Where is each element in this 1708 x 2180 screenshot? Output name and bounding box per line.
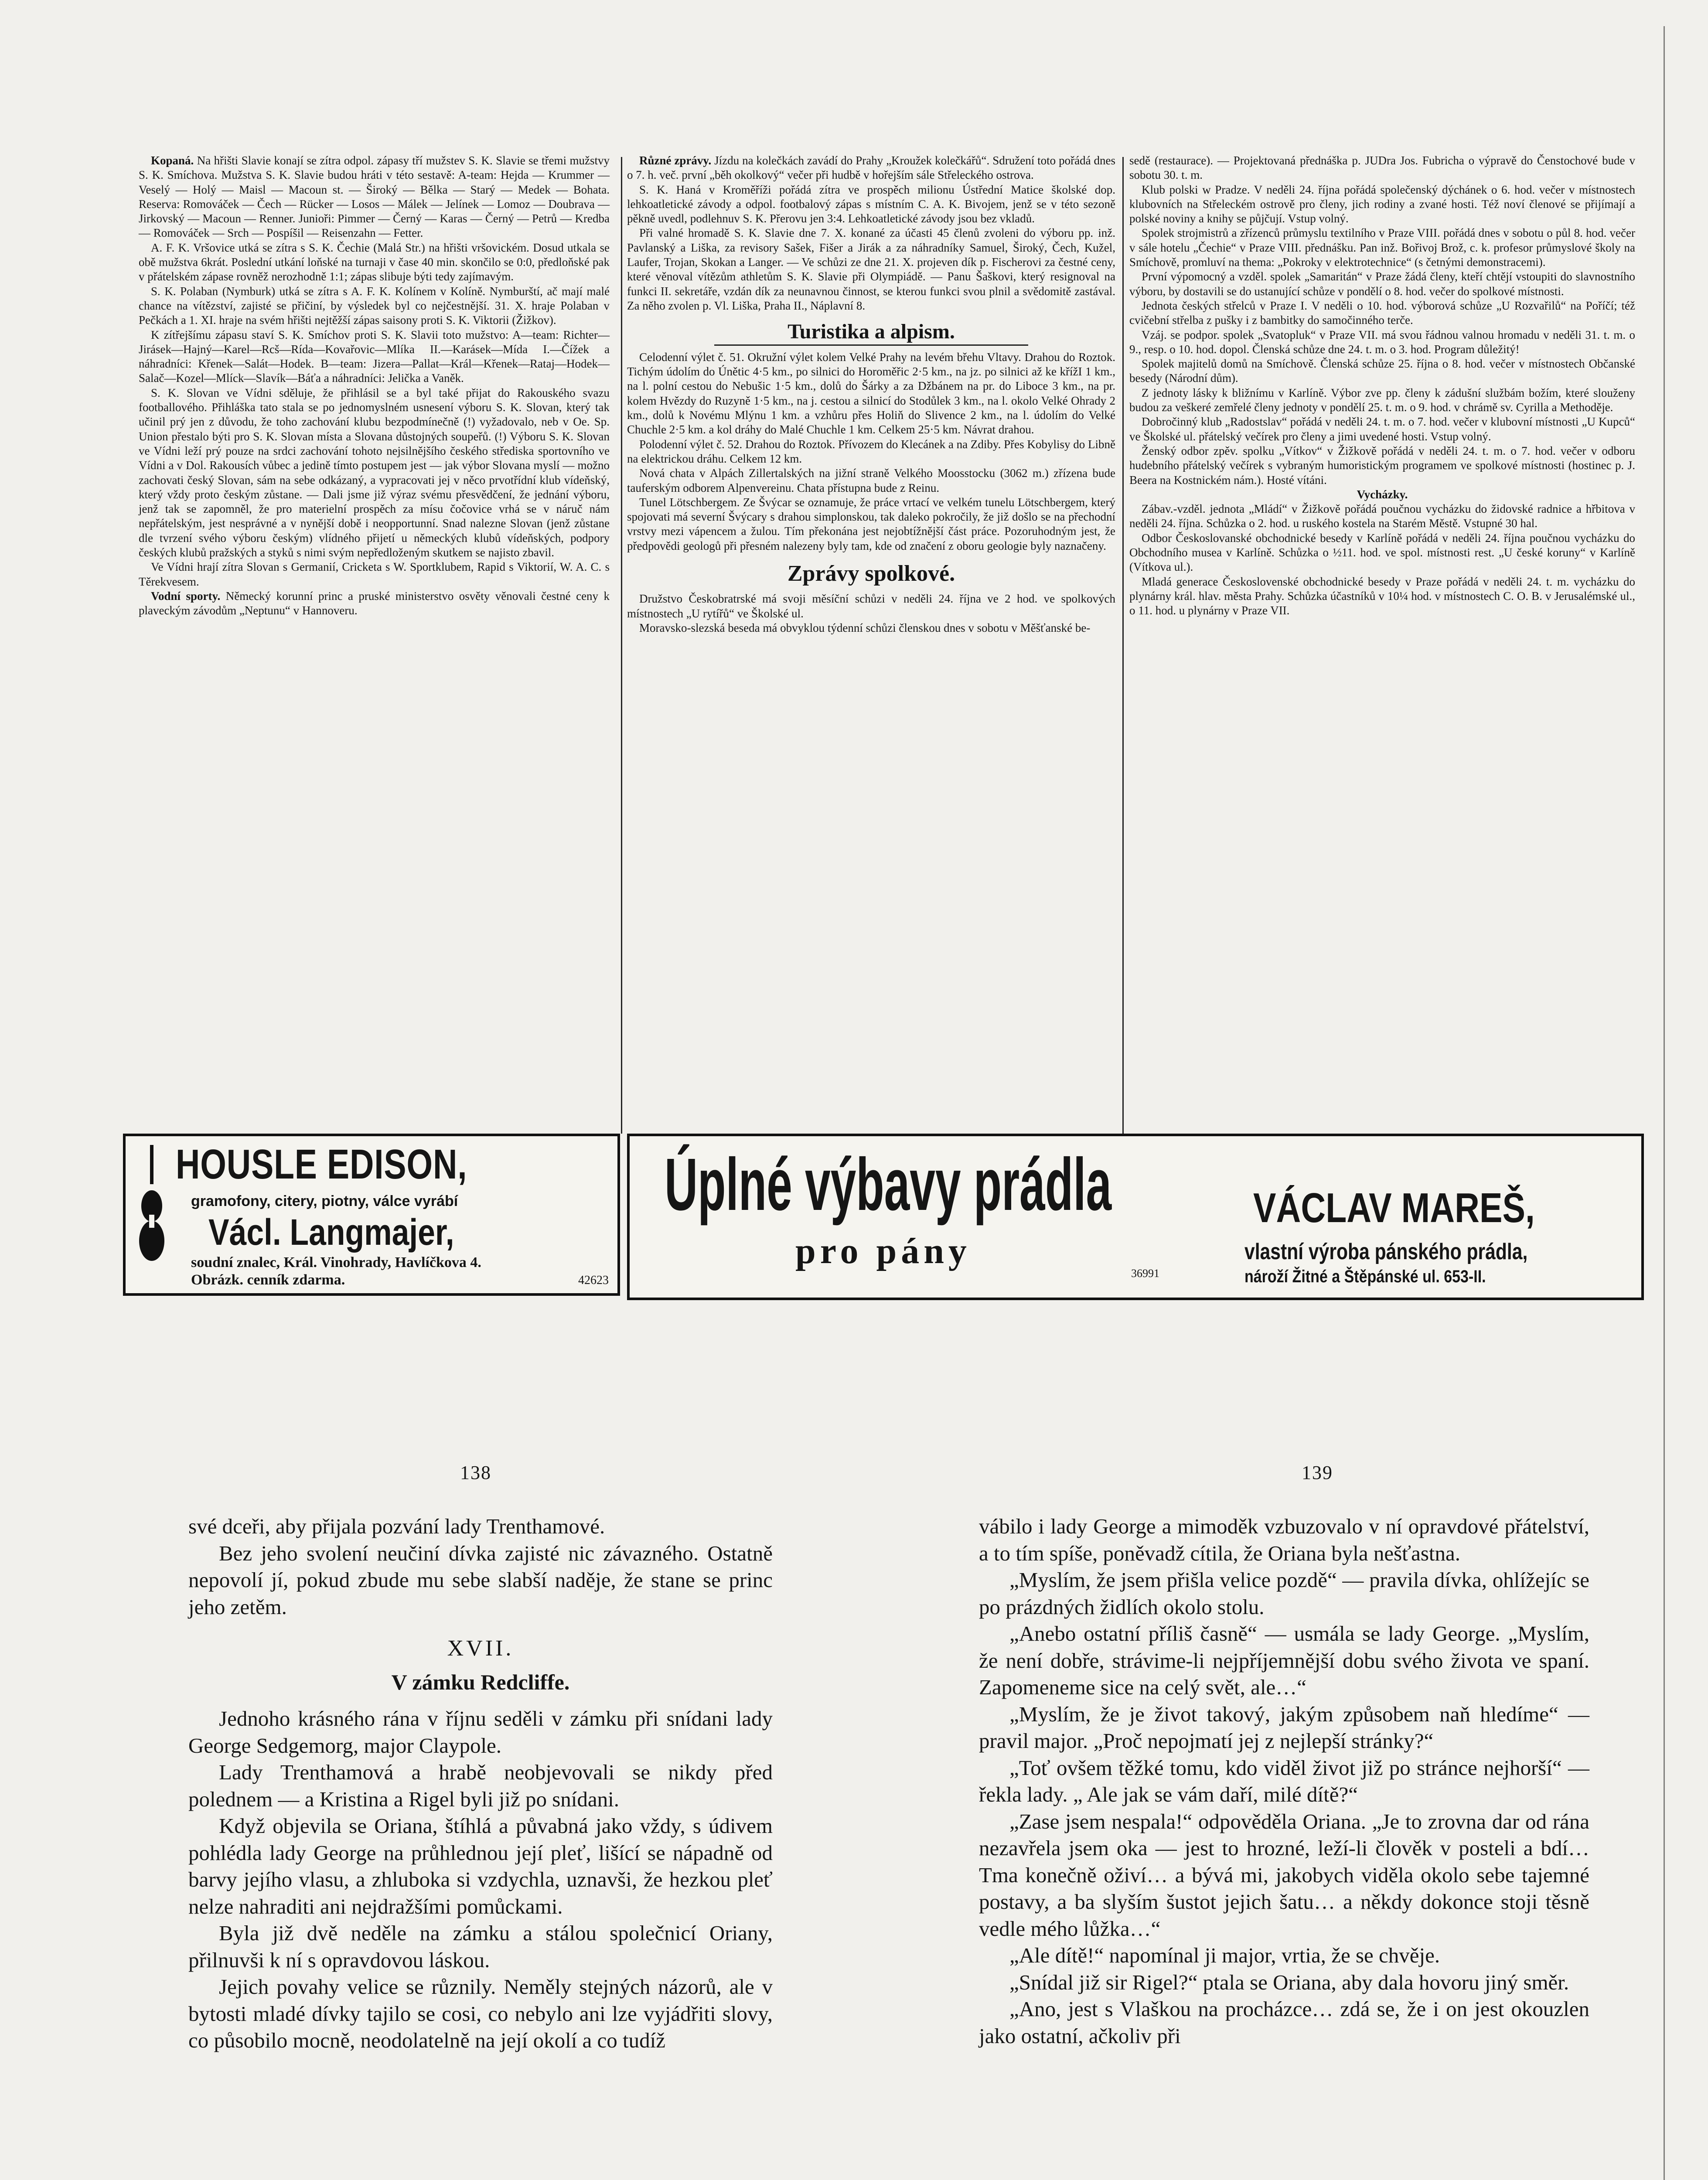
news-paragraph [1129, 299, 1635, 328]
book-paragraph [979, 1808, 1589, 1942]
ad-housle-address: soudní znalec, Král. Vinohrady, Havlíčkova 4. Obrázk. cenník zdarma. [191, 1254, 481, 1288]
news-paragraph [139, 153, 610, 241]
paragraph-text: Tunel Lötschbergem. Ze Švýcar se oznamuje, že práce vrtací ve velkém tunelu Lötschbergem, který spojovati má severní Švýcary s drahou simplonskou, tak daleko pokročily, že již došlo se na přechodní vrstvy mezi vápencem a žulou. Tím překonána jest nejobtížnější část práce. Pozoruhodným jest, že předpovědi geologů při přesném nalezeny byly tam, kde od značení z oboru geologie byly naznačeny. [627, 495, 1115, 552]
paragraph-text: K zítřejšímu zápasu staví S. K. Smíchov proti S. K. Slavii toto mužstvo: A—team: Richter—Jirásek—Hajný—Karel—Rcš—Rída—Kovařovic—Mlíka II.—Karásek—Mída I.—Čížek a náhradníci: Křenek—Salát—Hodek. B—team: Jizera—Pallat—Král—Křenek—Rataj—Hodek—Salač—Kozel—Mlíck—Slavík—Báťa a náhradníci: Jelička a Vaněk. [139, 328, 610, 385]
paragraph-text: „Anebo ostatní příliš časně“ — usmála se lady George. „Myslím, že není dobře, strávime-li nejpříjemnější dobu svého života ve spaní. Zapomeneme sice na celý svět, ale…“ [979, 1621, 1589, 1699]
ad-vybavy-subtitle: pro pány [795, 1231, 971, 1271]
news-paragraph [139, 589, 610, 618]
ad-mares-line2: vlastní výroba pánského prádla, [1244, 1239, 1528, 1264]
news-paragraph [1129, 415, 1635, 444]
paragraph-text: „Toť ovšem těžké tomu, kdo viděl život již po stránce nejhorší“ — řekla lady. „ Ale jak se vám daří, milé dítě?“ [979, 1755, 1589, 1806]
column-divider [621, 157, 622, 1134]
paragraph-text: vábilo i lady George a mimoděk vzbuzovalo v ní opravdové přátelství, a to tím spíše, poněvadž cítila, že Oriana byla nešťastna. [979, 1514, 1589, 1565]
paragraph-text: Ve Vídni hrají zítra Slovan s Germanií, Cricketa s W. Sportklubem, Rapid s Viktorií, W. A. C. s Těrekvesem. [139, 560, 610, 588]
paragraph-text: Polodenní výlet č. 52. Drahou do Roztok. Přívozem do Klecánek a na Zdiby. Přes Kobylisy do Libně na elektrickou dráhu. Celkem 12 km. [627, 437, 1115, 465]
paragraph-text: Odbor Českoslovanské obchodnické besedy v Karlíně pořádá v neděli 24. října poučnou vycházku do Obchodního musea v Karlíně. Schůzka o ½11. hod. ve spol. místnosti rest. „U české koruny“ v Karlíně (Vítkova ul.). [1129, 531, 1635, 574]
paragraph-text: Družstvo Českobratrské má svoji měsíční schůzi v neděli 24. října ve 2 hod. ve spolkových místnostech „U rytířů“ ve Školské ul. [627, 592, 1115, 620]
paragraph-text: S. K. Slovan ve Vídni sděluje, že přihlásil se a byl také přijat do Rakouského svazu footballového. Přihláška tato stala se po jednomyslném usnesení výboru S. K. Slovan, který tak učinil prý jen z důvodu, že toho zachování klubu bezpodmínečně (!) vyžadovalo, neb v Oe. Sp. Union přestalo býti pro S. K. Slovan místa a Slovana důstojných soupeřů. (!) Výboru S. K. Slovan ve Vídni leží prý pouze na srdci zachování tohoto nejsilnějšího českého střediska sportovního ve Vídni a v Dol. Rakousích vůbec a jedině tímto postupem jest — jak výbor Slovana myslí — možno zachovati český Slovan, sám na sebe odkázaný, a vypracovati jej v něco prvotřídní klub vídeňský, který vždy proto českým zůstane. — Dali jsme již výraz svému přesvědčení, že jednání výboru, jenž tak se zapomněl, že pro materielní prospěch za mísu čočovice vrhá se v náruč nám nepřátelským, jest nesprávné a v nynější době i neopportunní. Snad nalezne Slovan (jenž zůstane dle tvrzení svého výboru českým) vlídného přijetí u německých klubů vídeňských, podpory českých klubů pražských a styků s nimi svým nepředloženým skutkem se najisto zbavil. [139, 386, 610, 559]
paragraph-text: Vzáj. se podpor. spolek „Svatopluk“ v Praze VII. má svou řádnou valnou hromadu v neděli 31. t. m. o 9., resp. o 10. hod. dopol. Členská schůze dne 24. t. m. o 3. hod. Program důležitý! [1129, 328, 1635, 356]
news-paragraph [1129, 386, 1635, 415]
page-edge-line [1664, 26, 1665, 2180]
news-paragraph [1129, 502, 1635, 531]
news-paragraph [1129, 226, 1635, 269]
paragraph-text: „Ano, jest s Vlaškou na procházce… zdá se, že i on jest okouzlen jako ostatní, ačkoliv při [979, 1997, 1589, 2048]
paragraph-text: Moravsko-slezská beseda má obvyklou týdenní schůzi členskou dnes v sobotu v Měšťanské be- [639, 621, 1091, 634]
ad-housle-edison [123, 1134, 620, 1296]
book-paragraph [979, 1701, 1589, 1754]
paragraph-text: Spolek majitelů domů na Smíchově. Členská schůze 25. října o 8. hod. večer v místnostech Občanské besedy (Národní dům). [1129, 357, 1635, 385]
paragraph-lead: Kopaná. [151, 154, 194, 167]
newspaper-column-middle [627, 153, 1115, 635]
news-paragraph [1129, 357, 1635, 386]
book-paragraph [188, 1812, 773, 1920]
paragraph-text: S. K. Polaban (Nymburk) utká se zítra s A. F. K. Kolínem v Kolíně. Nymburští, ač mají malé chance na vítězství, zajisté se přičiní, by výsledek byl co nejčestnější. 31. X. hraje Polaban v Pečkách a 1. XI. hraje na svém hřišti nejtěžší zápas saisony proti S. K. Viktorii (Žižkov). [139, 284, 610, 327]
news-paragraph [139, 328, 610, 386]
chapter-title: V zámku Redcliffe. [391, 1669, 570, 1694]
news-paragraph [1129, 153, 1635, 183]
news-paragraph [1129, 444, 1635, 487]
book-paragraph [188, 1759, 773, 1812]
book-paragraph [979, 1513, 1589, 1567]
news-paragraph [1129, 575, 1635, 618]
paragraph-lead: Vodní sporty. [151, 589, 221, 603]
news-paragraph [627, 592, 1115, 621]
paragraph-text: Klub polski w Pradze. V neděli 24. října pořádá společenský dýchánek o 6. hod. večer v místnostech klubovních na Střeleckém ostrově pro členy, jich rodiny a zvané hosti. Též noví členové se přijímají a polské noviny a knihy se půjčují. Vstup volný. [1129, 183, 1635, 225]
page-number-right: 139 [1302, 1462, 1333, 1483]
book-paragraph [979, 1620, 1589, 1701]
news-paragraph [627, 350, 1115, 437]
news-paragraph [627, 466, 1115, 495]
ad-housle-name: Václ. Langmajer, [208, 1212, 454, 1253]
news-paragraph: Vycházky. [1357, 487, 1408, 501]
paragraph-text: A. F. K. Vršovice utká se zítra s S. K. Čechie (Malá Str.) na hřišti vršovickém. Dosud utkala se obě mužstva 6krát. Poslední utkání loňské na turnaji v čase 40 min. skončilo se 0:0, předloňské pak v přátelském zápase rovněž nerozhodně 1:1; zápas slibuje býti tedy zajímavým. [139, 241, 610, 283]
page-number-left: 138 [460, 1462, 491, 1483]
paragraph-text: První výpomocný a vzděl. spolek „Samaritán“ v Praze žádá členy, kteří chtějí vstoupiti do slavnostního výboru, by dostavili se do ustanující schůze v pondělí o 8. hod. večer do spolkové místnosti. [1129, 270, 1635, 298]
paragraph-text: Jednoho krásného rána v říjnu seděli v zámku při snídani lady George Sedgemorg, major Claypole. [188, 1707, 773, 1758]
paragraph-text: Bez jeho svolení neučiní dívka zajisté nic závazného. Ostatně nepovolí jí, pokud zbude mu sebe slabší naděje, že stane se princ jeho zetěm. [188, 1541, 773, 1619]
book-paragraph [188, 1540, 773, 1621]
news-paragraph [627, 437, 1115, 467]
column-divider [1122, 157, 1124, 1134]
paragraph-text: Celodenní výlet č. 51. Okružní výlet kolem Velké Prahy na levém břehu Vltavy. Drahou do Roztok. Tichým údolím do Únětic 4·5 km., po silnici do Horoměřic 2·5 km., na jz. po silnici až ke křížI 1 km., na l. polní cestou do Nebušic 1·5 km., dolů do Šárky a za Džbánem na pr. do Liboce 3 km., na pr. kolem Hvězdy do Ruzyně 1·5 km., na j. cestou a silnicí do Stodůlek 3 km., na l. okolo Velké Ohrady 2 km., dolů k Novému Mlýnu 1 km. a vzhůru přes Holiň do Slivence 2 km., na l. údolím do Velké Chuchle 2·5 km. a kol dráhy do Malé Chuchle 1 km. Celkem 25·5 km. Návrat drahou. [627, 350, 1115, 436]
news-paragraph [627, 183, 1115, 226]
paragraph-text: Z jednoty lásky k bližnímu v Karlíně. Výbor zve pp. členy k zádušní službám božím, které slouženy budou za veškeré zemřelé členy jednoty v pondělí 25. t. m. o 9. hod. v chrámě sv. Cyrilla a Methoděje. [1129, 386, 1635, 414]
ad-vybavy-number: 36991 [1131, 1267, 1159, 1280]
paragraph-text: Při valné hromadě S. K. Slavie dne 7. X. konané za účasti 45 členů zvoleni do výboru pp. inž. Pavlanský a Liška, za revisory Sašek, Fišer a Jirák a za náhradníky Samuel, Široký, Čech, Kužel, Laufer, Trojan, Skokan a Langer. — Ve schůzi ze dne 21. X. projeven dík p. Fischerovi za čestné ceny, které věnoval vítězům athletům S. K. Slavie při Olympiádě. — Panu Šaškovi, který resignoval na funkci II. sekretáře, vzdán dík za neunavnou činnost, se kterou funkci svou plnil a svědomitě zastával. Za něho zvolen p. Vl. Liška, Praha II., Náplavní 8. [627, 226, 1115, 312]
section-heading-tourism: Turistika a alpism. [714, 319, 1028, 346]
paragraph-text: „Zase jsem nespala!“ odpověděla Oriana. „Je to zrovna dar od rána nezavřela jsem oka — jest to hrozné, leží-li člověk v posteli a bdí… Tma konečně oživí… a bývá mi, jakobych viděla okolo sebe tajemné postavy, a ba slyším šustot jejich šatu… a někdy dokonce stoji těsně vedle mého lůžka…“ [979, 1809, 1589, 1941]
book-page-right [979, 1513, 1589, 2049]
newspaper-column-clubs [1129, 153, 1635, 618]
book-paragraph [188, 1705, 773, 1759]
book-paragraph [979, 1969, 1589, 1996]
ad-housle-number: 42623 [578, 1274, 609, 1287]
paragraph-text: „Snídal již sir Rigel?“ ptala se Oriana, aby dala hovoru jiný směr. [1009, 1970, 1569, 1994]
paragraph-text: Když objevila se Oriana, štíhlá a půvabná jako vždy, s údivem pohlédla lady George na průhlednou její pleť, lišící se nápadně od barvy jejího vlasu, a zhluboka si vzdychla, uznavši, že hezkou pleť nelze nahraditi ani nejdražšími pomůckami. [188, 1814, 773, 1918]
news-paragraph [627, 621, 1115, 635]
ad-mares-name: VÁCLAV MAREŠ, [1253, 1185, 1535, 1231]
chapter-number: XVII. [447, 1636, 514, 1661]
paragraph-text: Jízdu na kolečkách zavádí do Prahy „Kroužek kolečkářů“. Sdružení toto pořádá dnes o 7. h. več. první „běh okolkový“ večer při hudbě v hořejším sále Střeleckého ostrova. [627, 154, 1115, 182]
paragraph-text: sedě (restaurace). — Projektovaná přednáška p. JUDra Jos. Fubricha o výpravě do Čenstochové bude v sobotu 30. t. m. [1129, 154, 1635, 182]
paragraph-text: Jejich povahy velice se různily. Neměly stejných názorů, ale v bytosti mladé dívky tajilo se cosi, co nebylo ani lze vyjádřiti slovy, co působilo mocně, neodolatelně na její okolí a co tudíž [188, 1975, 773, 2052]
news-paragraph [139, 241, 610, 284]
news-paragraph [627, 495, 1115, 553]
book-paragraph [188, 1513, 773, 1540]
ad-vybavy-title: Úplné výbavy prádla [665, 1143, 1112, 1226]
violin-icon [139, 1145, 165, 1276]
paragraph-text: Nová chata v Alpách Zillertalských na jižní straně Velkého Moosstocku (3062 m.) zřízena bude tauferským odborem Alpenvereinu. Chata přístupna bude z Reinu. [627, 467, 1115, 494]
news-paragraph [1129, 269, 1635, 299]
paragraph-text: Mladá generace Československé obchodnické besedy v Praze pořádá v neděli 24. t. m. vycházku do plynárny král. hlav. města Prahy. Schůzka účastníků v 10¼ hod. v místnostech C. O. B. v Jerusalémské ul., o 11. hod. u plynárny v Praze VII. [1129, 575, 1635, 617]
news-paragraph [139, 560, 610, 589]
book-paragraph [979, 1754, 1589, 1808]
ad-vybavy-pradla [627, 1134, 1644, 1300]
news-paragraph [1129, 531, 1635, 575]
paragraph-text: své dceři, aby přijala pozvání lady Trenthamové. [188, 1514, 605, 1538]
paragraph-text: Německý korunní princ a pruské ministerstvo osvěty věnovali čestné ceny k plaveckým závodům „Neptunu“ v Hannoveru. [139, 589, 610, 617]
paragraph-text: Na hřišti Slavie konají se zítra odpol. zápasy tří mužstev S. K. Slavie se třemi mužstvy S. K. Smíchova. Mužstva S. K. Slavie budou hráti v této sestavě: A-team: Hejda — Krummer — Veselý — Holý — Maisl — Macoun st. — Široký — Bělka — Starý — Medek — Bohata. Reserva: Romováček — Čech — Rücker — Losos — Málek — Jelínek — Lomoz — Doubrava — Jirkovský — Macoun — Renner. Junioři: Pimmer — Černý — Karas — Černý — Petrů — Kredba — Romováček — Srch — Pospíšil — Reisenzahn — Fetter. [139, 154, 610, 240]
paragraph-lead: Různé zprávy. [639, 154, 712, 167]
newspaper-column-sports [139, 153, 610, 618]
paragraph-text: Zábav.-vzděl. jednota „Mládí“ v Žižkově pořádá poučnou vycházku do židovské radnice a hřbitova v neděli 24. října. Schůzka o 2. hod. u ruského kostela na Starém Městě. Vstupné 30 hal. [1129, 502, 1635, 530]
book-paragraph [188, 1973, 773, 2054]
news-paragraph [627, 153, 1115, 183]
paragraph-text: Dobročinný klub „Radostslav“ pořádá v neděli 24. t. m. o 7. hod. večer v klubovní místnosti „U Kupců“ ve Školské ul. přátelský večírek pro členy a jimi uvedené hosti. Vstup volný. [1129, 415, 1635, 443]
paragraph-text: Byla již dvě neděle na zámku a stálou společnicí Oriany, přilnuvši k ní s opravdovou láskou. [188, 1921, 773, 1972]
paragraph-text: Jednota českých střelců v Praze I. V neděli o 10. hod. výborová schůze „U Rozvařilů“ na Poříčí; též cvičební střelba z pušky i z bambitky do samočinného terče. [1129, 299, 1635, 327]
news-paragraph [627, 226, 1115, 313]
section-heading-clubs: Zprávy spolkové. [787, 561, 955, 586]
news-paragraph [1129, 183, 1635, 226]
paragraph-text: Spolek strojmistrů a zřízenců průmyslu textilního v Praze VIII. pořádá dnes v sobotu o půl 8. hod. večer v sále hotelu „Čechie“ v Praze VIII. přednášku. Pan inž. Bořivoj Brož, c. k. profesor průmyslové školy na Smíchově, promluví na thema: „Pokroky v elektrotechnice“ (s četnými demonstracemi). [1129, 226, 1635, 269]
paragraph-text: Ženský odbor zpěv. spolku „Vítkov“ v Žižkově pořádá v neděli 24. t. m. o 7. hod. večer v odboru hudebního přátelský večírek s vybraným humoristickým programem ve spolkové místnosti (hostinec p. J. Beera na Kostnickém nám.). Hosté vítáni. [1129, 444, 1635, 487]
book-paragraph [188, 1920, 773, 1973]
book-paragraph [979, 1996, 1589, 2049]
ad-mares-line3: nároží Žitné a Štěpánské ul. 653-II. [1244, 1267, 1486, 1286]
paragraph-text: „Myslím, že je život takový, jakým způsobem naň hledíme“ — pravil major. „Proč nepojmatí jej z nejlepší stránky?“ [979, 1702, 1589, 1753]
news-paragraph [139, 284, 610, 328]
book-page-left [188, 1513, 773, 2054]
paragraph-text: „Myslím, že jsem přišla velice pozdě“ — pravila dívka, ohlížejíc se po prázdných židlích okolo stolu. [979, 1568, 1589, 1619]
news-paragraph [1129, 328, 1635, 357]
paragraph-text: „Ale dítě!“ napomínal ji major, vrtia, že se chvěje. [1009, 1943, 1440, 1967]
book-paragraph [979, 1942, 1589, 1969]
paragraph-text: Lady Trenthamová a hrabě neobjevovali se nikdy před polednem — a Kristina a Rigel byli již po snídani. [188, 1760, 773, 1811]
news-paragraph [139, 386, 610, 560]
paragraph-text: S. K. Haná v Kroměříži pořádá zítra ve prospěch milionu Ústřední Matice školské dop. lehkoatletické závody a odpol. footbalový zápas s místním C. A. K. Bivojem, jenž se v této sezoně pěkně uvedl, podlehnuv S. K. Přerovu jen 3:4. Lehkoatletické závody jsou bez vkladů. [627, 183, 1115, 225]
book-paragraph [979, 1567, 1589, 1620]
ad-housle-title: HOUSLE EDISON, [176, 1141, 467, 1188]
ad-housle-products: gramofony, citery, piotny, válce vyrábí [191, 1193, 458, 1209]
